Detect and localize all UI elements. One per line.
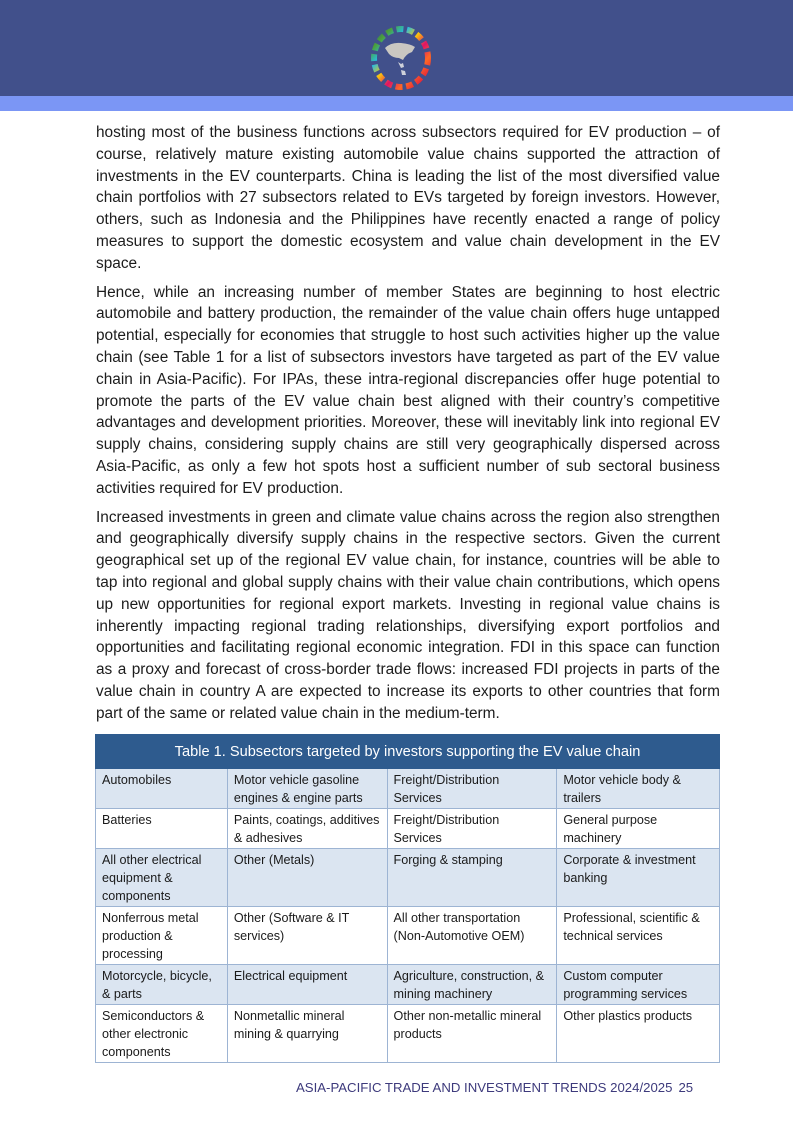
table-cell: Motor vehicle gasoline engines & engine parts (227, 769, 387, 809)
paragraph: hosting most of the business functions across subsectors required for EV production – of course, relatively mature existing automobile value chains supported the attraction of investments in the EV counterparts. China is leading the list of the most diversified value chain portfolios with 27 subsectors related to EVs targeted by foreign investors. However, others, such as Indonesia and the Philippines have recently enacted a range of policy measures to support the domestic ecosystem and value chain development in the EV space. (96, 124, 720, 272)
table-cell: Other non-metallic mineral products (387, 1005, 557, 1063)
page-number: 25 (678, 1080, 694, 1095)
table-cell: Other (Metals) (227, 849, 387, 907)
table-cell: All other electrical equipment & components (96, 849, 228, 907)
header-stripe (0, 96, 793, 111)
table-row (96, 1005, 720, 1063)
footer-title: ASIA-PACIFIC TRADE AND INVESTMENT TRENDS 2024/2025 (296, 1080, 673, 1095)
table-cell: All other transportation (Non-Automotive OEM) (387, 907, 557, 965)
table-cell: Agriculture, construction, & mining machinery (387, 965, 557, 1005)
table-row (96, 907, 720, 965)
page-footer (296, 1080, 726, 1095)
table-cell: Forging & stamping (387, 849, 557, 907)
table-row (96, 769, 720, 809)
body-text (96, 122, 720, 732)
table-cell: Nonferrous metal production & processing (96, 907, 228, 965)
table-cell: General purpose machinery (557, 809, 720, 849)
table-cell: Motorcycle, bicycle, & parts (96, 965, 228, 1005)
table-cell: Corporate & investment banking (557, 849, 720, 907)
table-row (96, 965, 720, 1005)
table-cell: Electrical equipment (227, 965, 387, 1005)
table-cell: Motor vehicle body & trailers (557, 769, 720, 809)
table-cell: Semiconductors & other electronic components (96, 1005, 228, 1063)
table-cell: Freight/Distribution Services (387, 809, 557, 849)
table-title: Table 1. Subsectors targeted by investors supporting the EV value chain (96, 735, 720, 769)
globe-logo-icon (368, 24, 434, 92)
table-cell: Other plastics products (557, 1005, 720, 1063)
table-cell: Automobiles (96, 769, 228, 809)
table-cell: Batteries (96, 809, 228, 849)
paragraph: Hence, while an increasing number of member States are beginning to host electric automobile and battery production, the remainder of the value chain offers huge untapped potential, especially for economies that struggle to host such activities higher up the value chain (see Table 1 for a list of subsectors investors have targeted as part of the EV value chain in Asia-Pacific). For IPAs, these intra-regional discrepancies offer huge potential to promote the parts of the EV value chain best aligned with their country’s competitive advantages and development priorities. Moreover, these will inevitably link into regional EV supply chains, considering supply chains are still very geographically dispersed across Asia-Pacific, as only a few hot spots host a sufficient number of sub sectoral business activities required for EV production. (96, 283, 720, 497)
table-cell: Paints, coatings, additives & adhesives (227, 809, 387, 849)
table-row (96, 849, 720, 907)
table-row (96, 809, 720, 849)
table-cell: Other (Software & IT services) (227, 907, 387, 965)
table-cell: Freight/Distribution Services (387, 769, 557, 809)
table-cell: Custom computer programming services (557, 965, 720, 1005)
paragraph: Increased investments in green and climate value chains across the region also strengthen and geographically diversify supply chains in the respective sectors. Given the current geographical set up of the regional EV value chain, for instance, countries will be able to tap into regional and global supply chains with their value chain contributions, which opens up new opportunities for regional export markets. Investing in regional value chains is inherently impacting regional trading relationships, diversifying export portfolios and opportunities and facilitating regional economic integration. FDI in this space can function as a proxy and forecast of cross-border trade flows: increased FDI projects in parts of the value chain in country A are expected to increase its exports to other countries that form part of the same or related value chain in the medium-term. (96, 508, 720, 722)
subsectors-table (95, 734, 720, 1063)
table-cell: Nonmetallic mineral mining & quarrying (227, 1005, 387, 1063)
table-cell: Professional, scientific & technical services (557, 907, 720, 965)
